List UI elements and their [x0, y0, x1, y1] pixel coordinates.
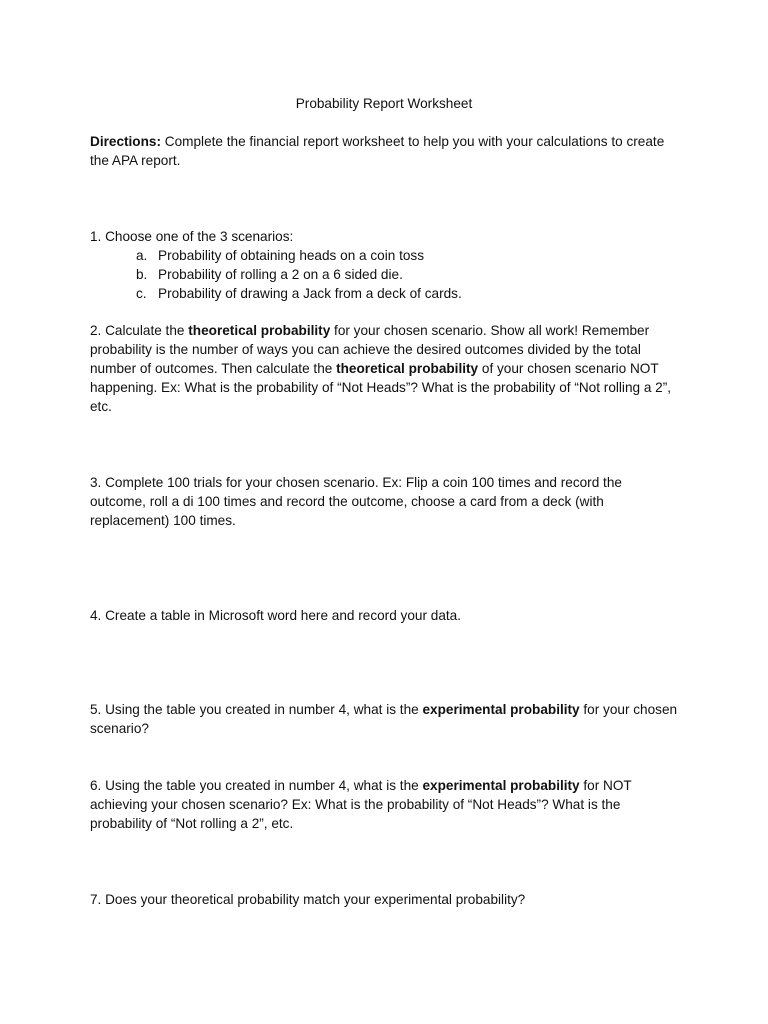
question-6-emphasis: experimental probability — [422, 778, 580, 793]
question-5-emphasis: experimental probability — [422, 702, 580, 717]
question-1-text: 1. Choose one of the 3 scenarios: — [90, 229, 294, 244]
question-2-emphasis: theoretical probability — [188, 323, 331, 338]
question-5-text: for your chosen scenario? — [90, 702, 678, 736]
question-7-text: 7. Does your theoretical probability match your experimental probability? — [90, 892, 526, 907]
question-2 — [90, 321, 680, 416]
scenario-option-c — [90, 284, 680, 303]
scenario-list — [90, 246, 680, 303]
question-2-text: for your chosen scenario. Show all work! Remember probability is the number of ways you can achieve the desired outcomes divided by the total number of outcomes. Then calculate the — [90, 323, 650, 376]
option-marker: a. — [136, 248, 148, 263]
question-4 — [90, 606, 680, 625]
option-text: Probability of obtaining heads on a coin toss — [158, 248, 425, 263]
option-text: Probability of drawing a Jack from a deck of cards. — [158, 286, 462, 301]
question-6-text: for NOT achieving your chosen scenario? Ex: What is the probability of “Not Heads”? What is the probability of “Not rolling a 2”, etc. — [90, 778, 632, 831]
scenario-option-a — [90, 246, 680, 265]
question-2-text: 2. Calculate the — [90, 323, 189, 338]
question-7 — [90, 890, 680, 909]
directions-label: Directions: — [90, 134, 162, 149]
question-2-emphasis: theoretical probability — [336, 361, 479, 376]
question-3 — [90, 473, 680, 530]
page-title: Probability Report Worksheet — [295, 96, 473, 111]
question-3-text: 3. Complete 100 trials for your chosen scenario. Ex: Flip a coin 100 times and record the outcome, roll a di 100 times and record the outcome, choose a card from a deck (with replacement) 100 times. — [90, 475, 622, 528]
directions — [90, 132, 680, 170]
question-5 — [90, 700, 680, 738]
scenario-option-b — [90, 265, 680, 284]
option-text: Probability of rolling a 2 on a 6 sided die. — [158, 267, 403, 282]
question-4-text: 4. Create a table in Microsoft word here and record your data. — [90, 608, 462, 623]
question-1 — [90, 227, 680, 303]
question-6-text: 6. Using the table you created in number 4, what is the — [90, 778, 423, 793]
directions-text: Complete the financial report worksheet to help you with your calculations to create the APA report. — [90, 134, 665, 168]
question-6 — [90, 776, 680, 833]
question-2-text: of your chosen scenario NOT happening. Ex: What is the probability of “Not Heads”? What is the probability of “Not rolling a 2”, etc. — [90, 361, 672, 414]
question-5-text: 5. Using the table you created in number 4, what is the — [90, 702, 423, 717]
option-marker: b. — [136, 267, 148, 282]
option-marker: c. — [136, 286, 147, 301]
